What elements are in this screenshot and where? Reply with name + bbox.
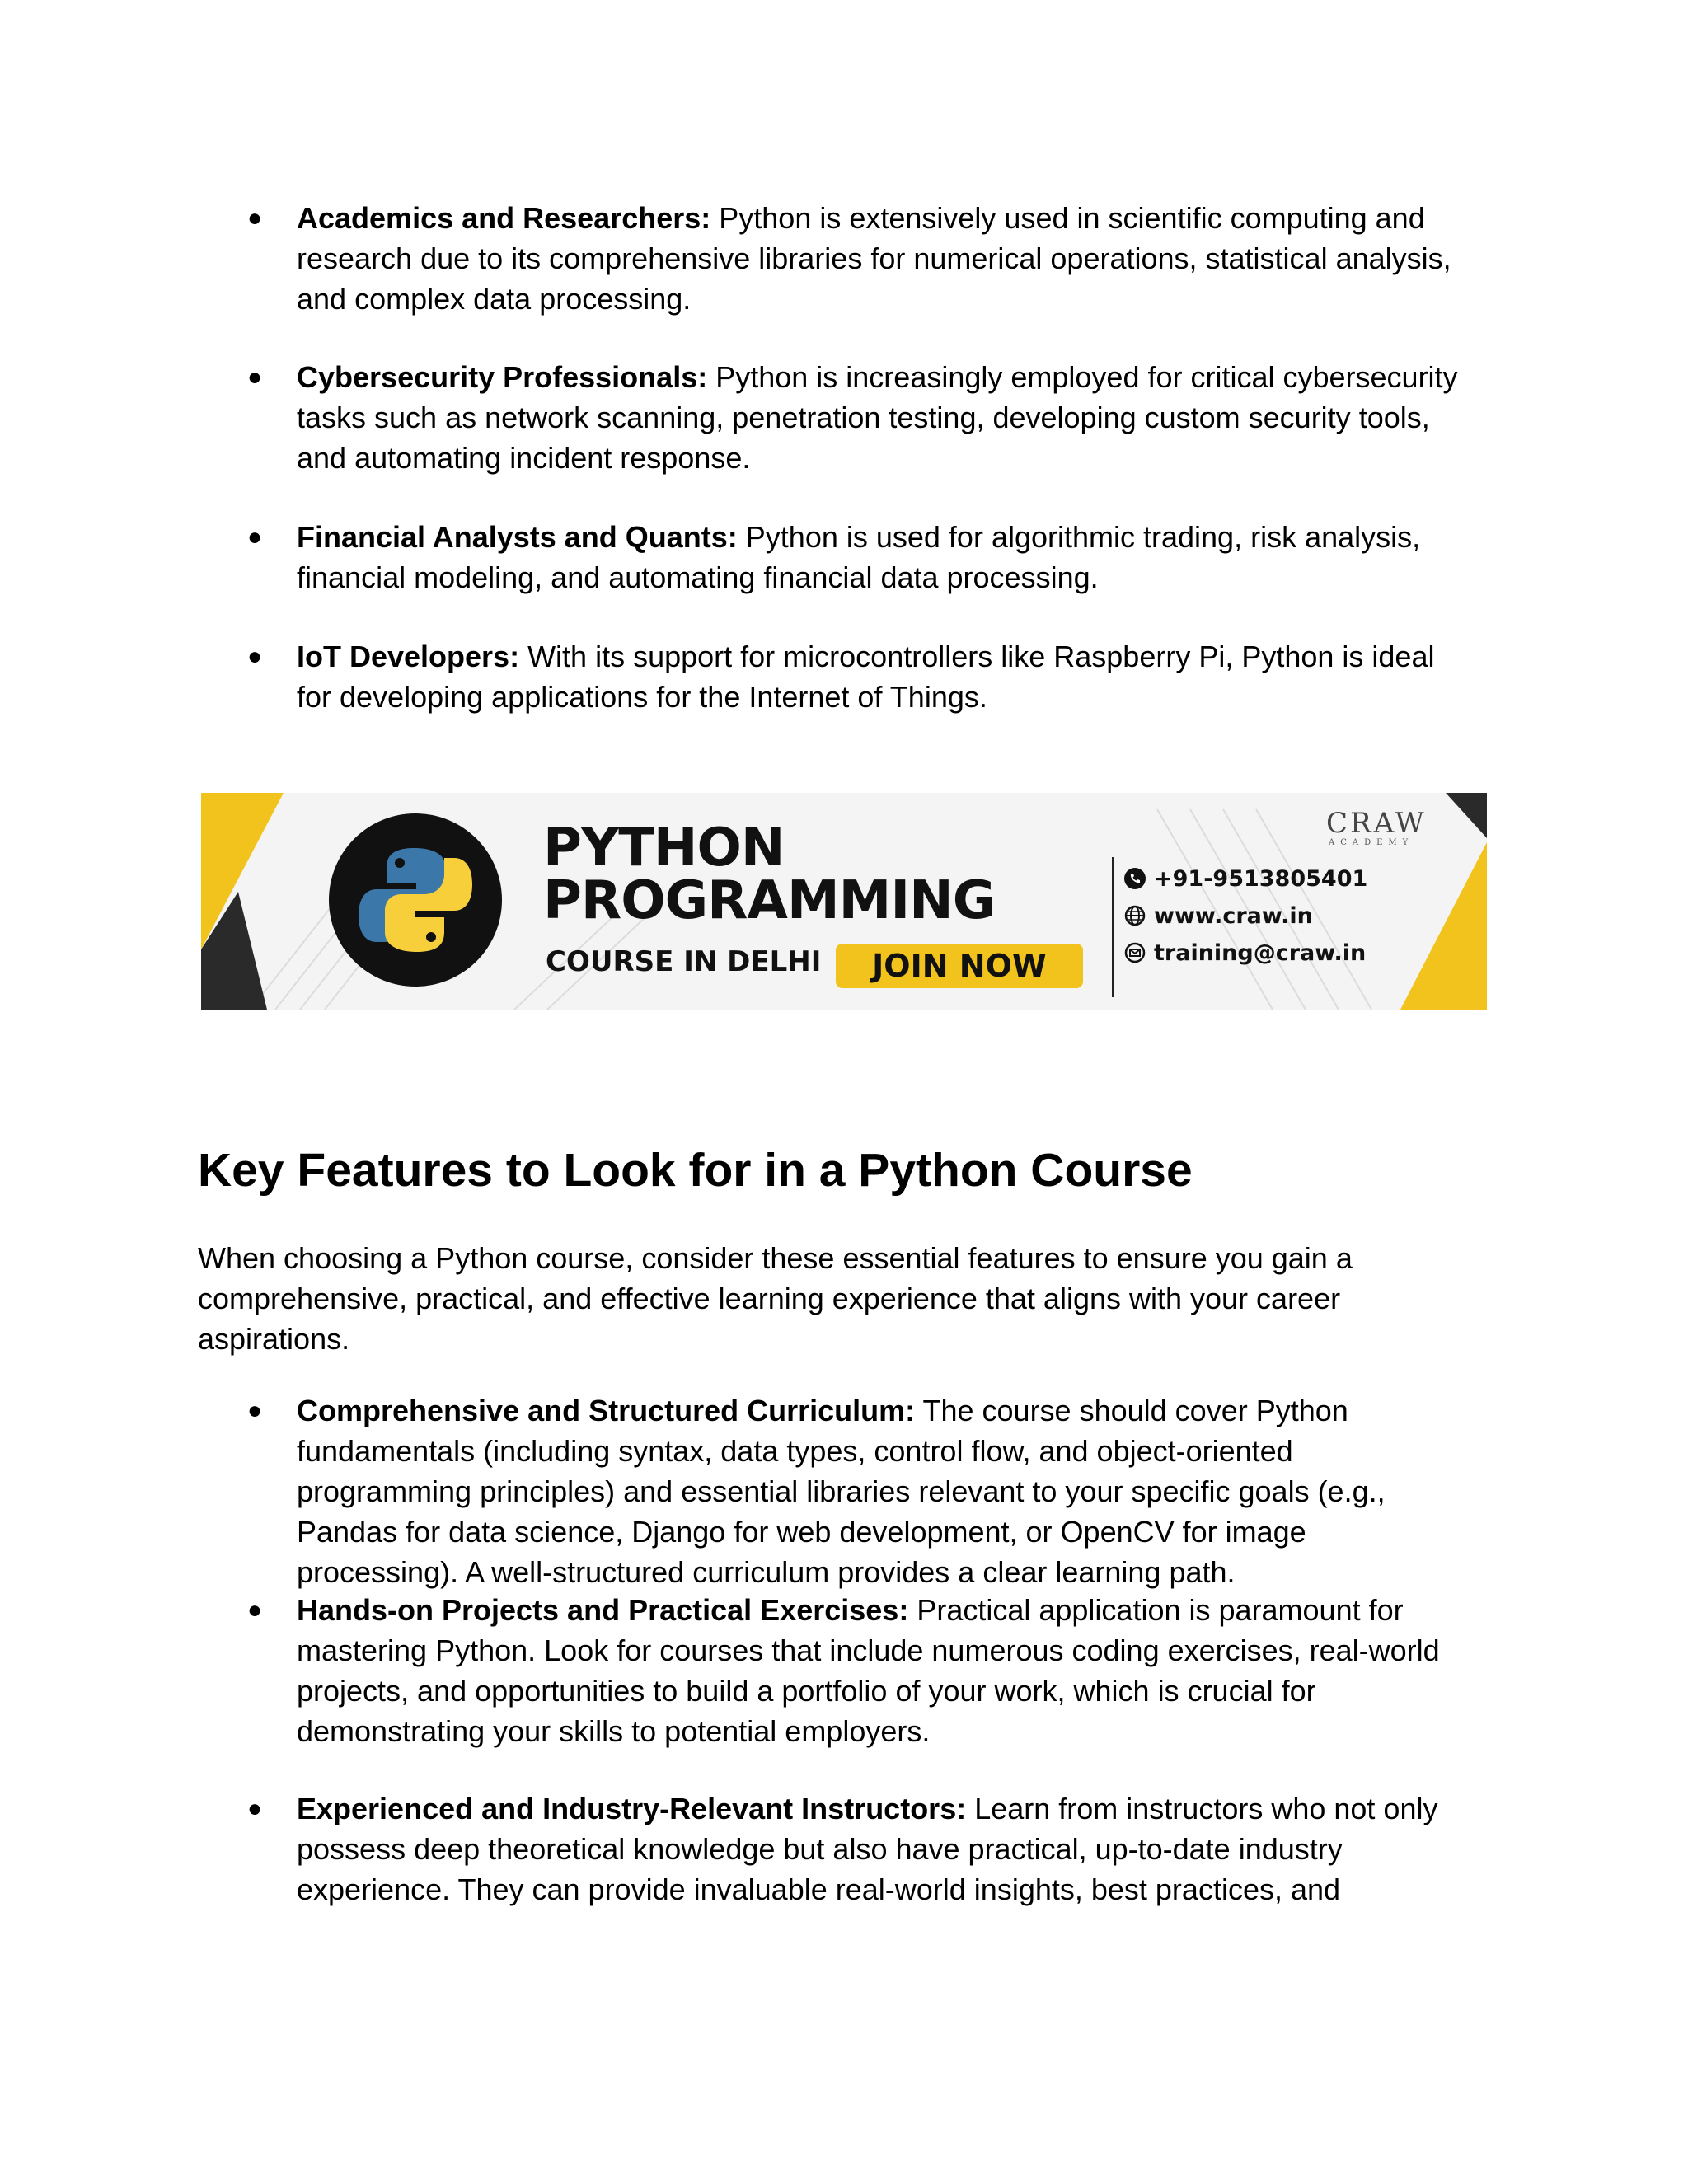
list-item-text: and complex data processing. [297, 282, 692, 316]
list-item-text: experience. They can provide invaluable real-world insights, best practices, and [297, 1872, 1341, 1906]
bullet-icon: ● [247, 1596, 263, 1624]
list-item-text: financial modeling, and automating financial data processing. [297, 560, 1099, 594]
globe-icon [1124, 905, 1146, 926]
list-item-line [297, 1630, 1500, 1671]
list-item-text: mastering Python. Look for courses that include numerous coding exercises, real-world [297, 1633, 1440, 1667]
list-item-text: programming principles) and essential libraries relevant to your specific goals (e.g., [297, 1474, 1386, 1508]
list-item-text: Python is increasingly employed for critical cybersecurity [707, 360, 1458, 394]
list-item-text: The course should cover Python [915, 1394, 1348, 1427]
bullet-icon: ● [247, 523, 263, 551]
intro-line: comprehensive, practical, and effective learning experience that aligns with your career [198, 1282, 1341, 1315]
list-item-line [297, 1471, 1500, 1511]
list-item-text: tasks such as network scanning, penetration testing, developing custom security tools, [297, 401, 1430, 434]
list-item-line [297, 1711, 1500, 1751]
bullet-icon: ● [247, 1397, 263, 1424]
list-item-line [297, 397, 1500, 438]
list-item-text: Learn from instructors who not only [966, 1792, 1438, 1825]
list-item-text: possess deep theoretical knowledge but also have practical, up-to-date industry [297, 1832, 1343, 1866]
craw-brand-logo: CRAW [1326, 807, 1427, 840]
list-item-text: processing). A well-structured curriculum provides a clear learning path. [297, 1555, 1236, 1589]
list-item [247, 1390, 1500, 1592]
list-item-line [297, 1671, 1500, 1711]
craw-brand-subtitle: ACADEMY [1329, 838, 1414, 847]
list-item-text: fundamentals (including syntax, data types, control flow, and object-oriented [297, 1434, 1293, 1468]
list-item-text: Python is used for algorithmic trading, risk analysis, [737, 520, 1421, 554]
bullet-icon: ● [247, 643, 263, 670]
join-now-button[interactable]: JOIN NOW [836, 944, 1083, 988]
contact-phone[interactable] [1124, 863, 1367, 896]
bullet-icon: ● [247, 363, 263, 391]
phone-text: +91-9513805401 [1154, 866, 1368, 892]
intro-line: When choosing a Python course, consider these essential features to ensure you gain a [198, 1241, 1353, 1275]
list-item-line [297, 1552, 1500, 1592]
list-item-title: Academics and Researchers: [297, 201, 711, 235]
banner-subtitle: COURSE IN DELHI [546, 945, 822, 978]
list-item-line [297, 198, 1500, 238]
right-yellow-stripe [1400, 842, 1487, 1010]
list-item [247, 636, 1500, 717]
list-item-line [297, 1869, 1500, 1910]
list-item [247, 1590, 1500, 1751]
contact-email[interactable] [1124, 937, 1366, 970]
section-heading: Key Features to Look for in a Python Course [198, 1144, 1193, 1197]
website-text: www.craw.in [1154, 903, 1313, 929]
banner-title-line2: PROGRAMMING [543, 870, 996, 931]
list-item-title: Financial Analysts and Quants: [297, 520, 738, 554]
contact-website[interactable] [1124, 900, 1313, 933]
list-item-line [297, 517, 1500, 557]
list-item-text: projects, and opportunities to build a portfolio of your work, which is crucial for [297, 1674, 1316, 1708]
list-item-line [297, 438, 1500, 478]
list-item [247, 198, 1500, 319]
email-text: training@craw.in [1154, 940, 1367, 966]
bullet-icon: ● [247, 204, 263, 232]
list-item [247, 357, 1500, 478]
list-item-text: for developing applications for the Internet of Things. [297, 680, 987, 714]
list-item-line [297, 1590, 1500, 1630]
list-item-title: Hands-on Projects and Practical Exercises: [297, 1593, 909, 1627]
list-item-line [297, 557, 1500, 598]
list-item-line [297, 1390, 1500, 1431]
list-item-text: demonstrating your skills to potential employers. [297, 1714, 931, 1748]
list-item-text: With its support for microcontrollers like Raspberry Pi, Python is ideal [519, 640, 1435, 673]
section-intro [198, 1238, 1484, 1359]
list-item-line [297, 1511, 1500, 1552]
list-item-line [297, 1829, 1500, 1869]
phone-icon [1124, 868, 1146, 889]
python-logo-icon [329, 813, 502, 987]
list-item-line [297, 636, 1500, 677]
right-dark-stripe [1446, 793, 1487, 838]
banner-divider [1112, 857, 1114, 997]
list-item-text: Pandas for data science, Django for web development, or OpenCV for image [297, 1515, 1306, 1549]
list-item-title: Cybersecurity Professionals: [297, 360, 708, 394]
list-item-text: Python is extensively used in scientific computing and [710, 201, 1425, 235]
list-item-line [297, 1788, 1500, 1829]
bullet-icon: ● [247, 1795, 263, 1822]
list-item-title: Comprehensive and Structured Curriculum: [297, 1394, 916, 1427]
banner-title-line1: PYTHON [543, 818, 785, 879]
list-item-text: and automating incident response. [297, 441, 751, 475]
list-item-text: Practical application is paramount for [908, 1593, 1404, 1627]
list-item-line [297, 279, 1500, 319]
list-item-title: IoT Developers: [297, 640, 520, 673]
list-item [247, 1788, 1500, 1910]
intro-line: aspirations. [198, 1322, 350, 1356]
python-course-banner[interactable] [201, 793, 1487, 1010]
list-item-text: research due to its comprehensive libraries for numerical operations, statistical analysis, [297, 241, 1451, 275]
list-item-line [297, 1431, 1500, 1471]
list-item-line [297, 677, 1500, 717]
list-item-line [297, 357, 1500, 397]
list-item [247, 517, 1500, 598]
list-item-title: Experienced and Industry-Relevant Instructors: [297, 1792, 967, 1825]
list-item-line [297, 238, 1500, 279]
mail-icon [1124, 942, 1146, 963]
